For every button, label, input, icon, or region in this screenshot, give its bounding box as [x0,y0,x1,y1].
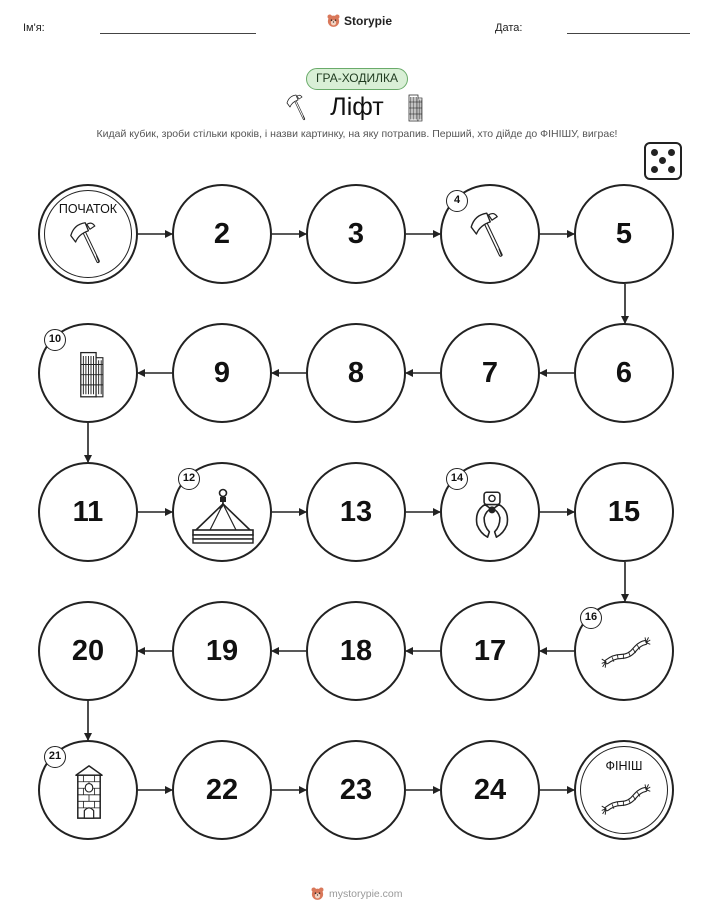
cell-3 [306,184,406,284]
cell-number: 13 [339,495,373,528]
instructions-text: Кидай кубик, зроби стільки кроків, і назви картинку, на яку потрапив. Перший, хто дійде до ФІНІШУ, виграє! [96,128,618,140]
cell-14 [440,462,540,562]
game-type-badge: ГРА-ХОДИЛКА [306,68,408,90]
cell-9 [172,323,272,423]
cell-number: 22 [205,773,239,806]
cell-11 [38,462,138,562]
cell-number: 3 [347,217,365,250]
cell-number: 17 [473,634,507,667]
cell-start [38,184,138,284]
crane-claw-icon [470,488,514,544]
brick-tower-icon [70,764,108,820]
cell-5 [574,184,674,284]
cell-number-badge: 10 [44,329,66,351]
cell-19 [172,601,272,701]
cell-number: 18 [339,634,373,667]
cell-8 [306,323,406,423]
cell-number: 8 [347,356,365,389]
axe-icon [66,218,114,266]
cell-number-badge: 16 [580,607,602,629]
cell-6 [574,323,674,423]
crane-hook-pallet-icon [188,488,258,548]
axe-icon [466,208,518,260]
brand-name: Storypie [344,13,393,28]
cell-24 [440,740,540,840]
cell-number-badge: 12 [178,468,200,490]
cell-10 [38,323,138,423]
rope-icon [600,635,652,671]
cell-15 [574,462,674,562]
footer-site: mystorypie.com [329,887,403,900]
cell-number: 24 [473,773,507,806]
skyscraper-icon [74,347,108,399]
name-label: Ім'я: [23,22,45,34]
footer [310,886,403,901]
cell-number: 6 [615,356,633,389]
cell-13 [306,462,406,562]
cell-17 [440,601,540,701]
cell-number: 20 [71,634,105,667]
cell-number: 11 [72,495,104,528]
cell-4 [440,184,540,284]
cell-number-badge: 21 [44,746,66,768]
cell-2 [172,184,272,284]
cell-7 [440,323,540,423]
cell-number: 7 [481,356,499,389]
finish-label: ФІНІШ [605,759,643,773]
cell-number-badge: 4 [446,190,468,212]
cell-22 [172,740,272,840]
cell-21 [38,740,138,840]
cell-number: 9 [213,356,231,389]
cell-20 [38,601,138,701]
rope-icon [600,782,652,818]
start-label: ПОЧАТОК [58,202,118,216]
cell-number: 23 [339,773,373,806]
date-label: Дата: [495,22,523,34]
cell-23 [306,740,406,840]
page-title: Ліфт [330,93,384,121]
cell-number: 15 [607,495,641,528]
cell-finish [574,740,674,840]
cell-number: 2 [213,217,231,250]
cell-number: 5 [615,217,633,250]
cell-number: 19 [205,634,239,667]
cell-number-badge: 14 [446,468,468,490]
cell-16 [574,601,674,701]
cell-18 [306,601,406,701]
cell-12 [172,462,272,562]
bear-icon [310,886,325,901]
